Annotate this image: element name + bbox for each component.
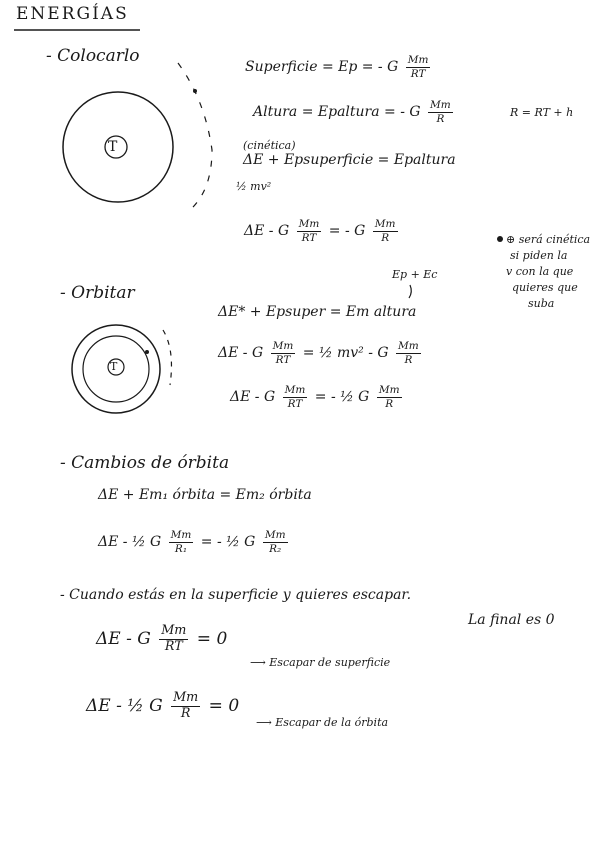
colocarlo-eq2: Altura = Epaltura = - G $\frac{Mm}{R}$ [253,99,451,125]
colocarlo-eq3: ΔE + Epsuperficie = Epaltura [243,152,456,168]
orbitar-eq3: ΔE - G $\frac{Mm}{RT}$ = - ½ G $\frac{Mm}{R}$ [230,384,400,410]
colocarlo-eq4: ΔE - G $\frac{Mm}{RT}$ = - G $\frac{Mm}{R}$ [244,218,396,244]
orbitar-eq1: ΔE* + Epsuper = Em altura [218,304,417,320]
earth-label: T [108,139,118,155]
section-heading-escapar: - Cuando estás en la superficie y quieres escapar. [60,587,412,603]
note-brace [409,285,411,298]
colocarlo-radius-note: R = RT + h [510,106,574,119]
launch-trajectory [178,63,212,210]
orbitar-top-note: Ep + Ec [392,268,438,281]
escapar-eq2: ΔE - ½ G $\frac{Mm}{R}$ = 0 [86,690,240,721]
cambio-eq1: ΔE + Em₁ órbita = Em₂ órbita [98,487,312,503]
orbit-trajectory [163,330,171,385]
colocarlo-side-note: ⊕ será cinética si piden la v con la que quieres que suba [506,233,591,310]
earth-circle [63,92,173,202]
section-heading-orbitar: - Orbitar [60,283,135,303]
side-note-dot [497,236,503,242]
orbit-earth-label: T [110,360,118,373]
escapar-eq1-note: ⟶ Escapar de superficie [250,656,391,669]
colocarlo-eq1: Superficie = Ep = - G $\frac{Mm}{RT}$ [245,54,429,80]
orbit-satellite-dot [145,350,149,354]
satellite-dot [193,89,197,93]
colocarlo-eq3-sub: ½ mv² [236,180,272,193]
escapar-eq2-note: ⟶ Escapar de la órbita [256,716,389,729]
escapar-eq1: ΔE - G $\frac{Mm}{RT}$ = 0 [96,623,228,654]
section-heading-cambio: - Cambios de órbita [60,453,230,473]
colocarlo-cinetica-label: (cinética) [243,139,296,152]
escapar-final-note: La final es 0 [468,612,555,628]
orbitar-eq2: ΔE - G $\frac{Mm}{RT}$ = ½ mv² - G $\frac{Mm}{R}$ [218,340,419,366]
cambio-eq2: ΔE - ½ G $\frac{Mm}{\text{R₁}}$ = - ½ G $\frac{Mm}{\text{R₂}}$ [98,529,286,555]
page-title: ENERGÍAS [16,4,129,24]
section-heading-colocarlo: - Colocarlo [46,46,140,66]
